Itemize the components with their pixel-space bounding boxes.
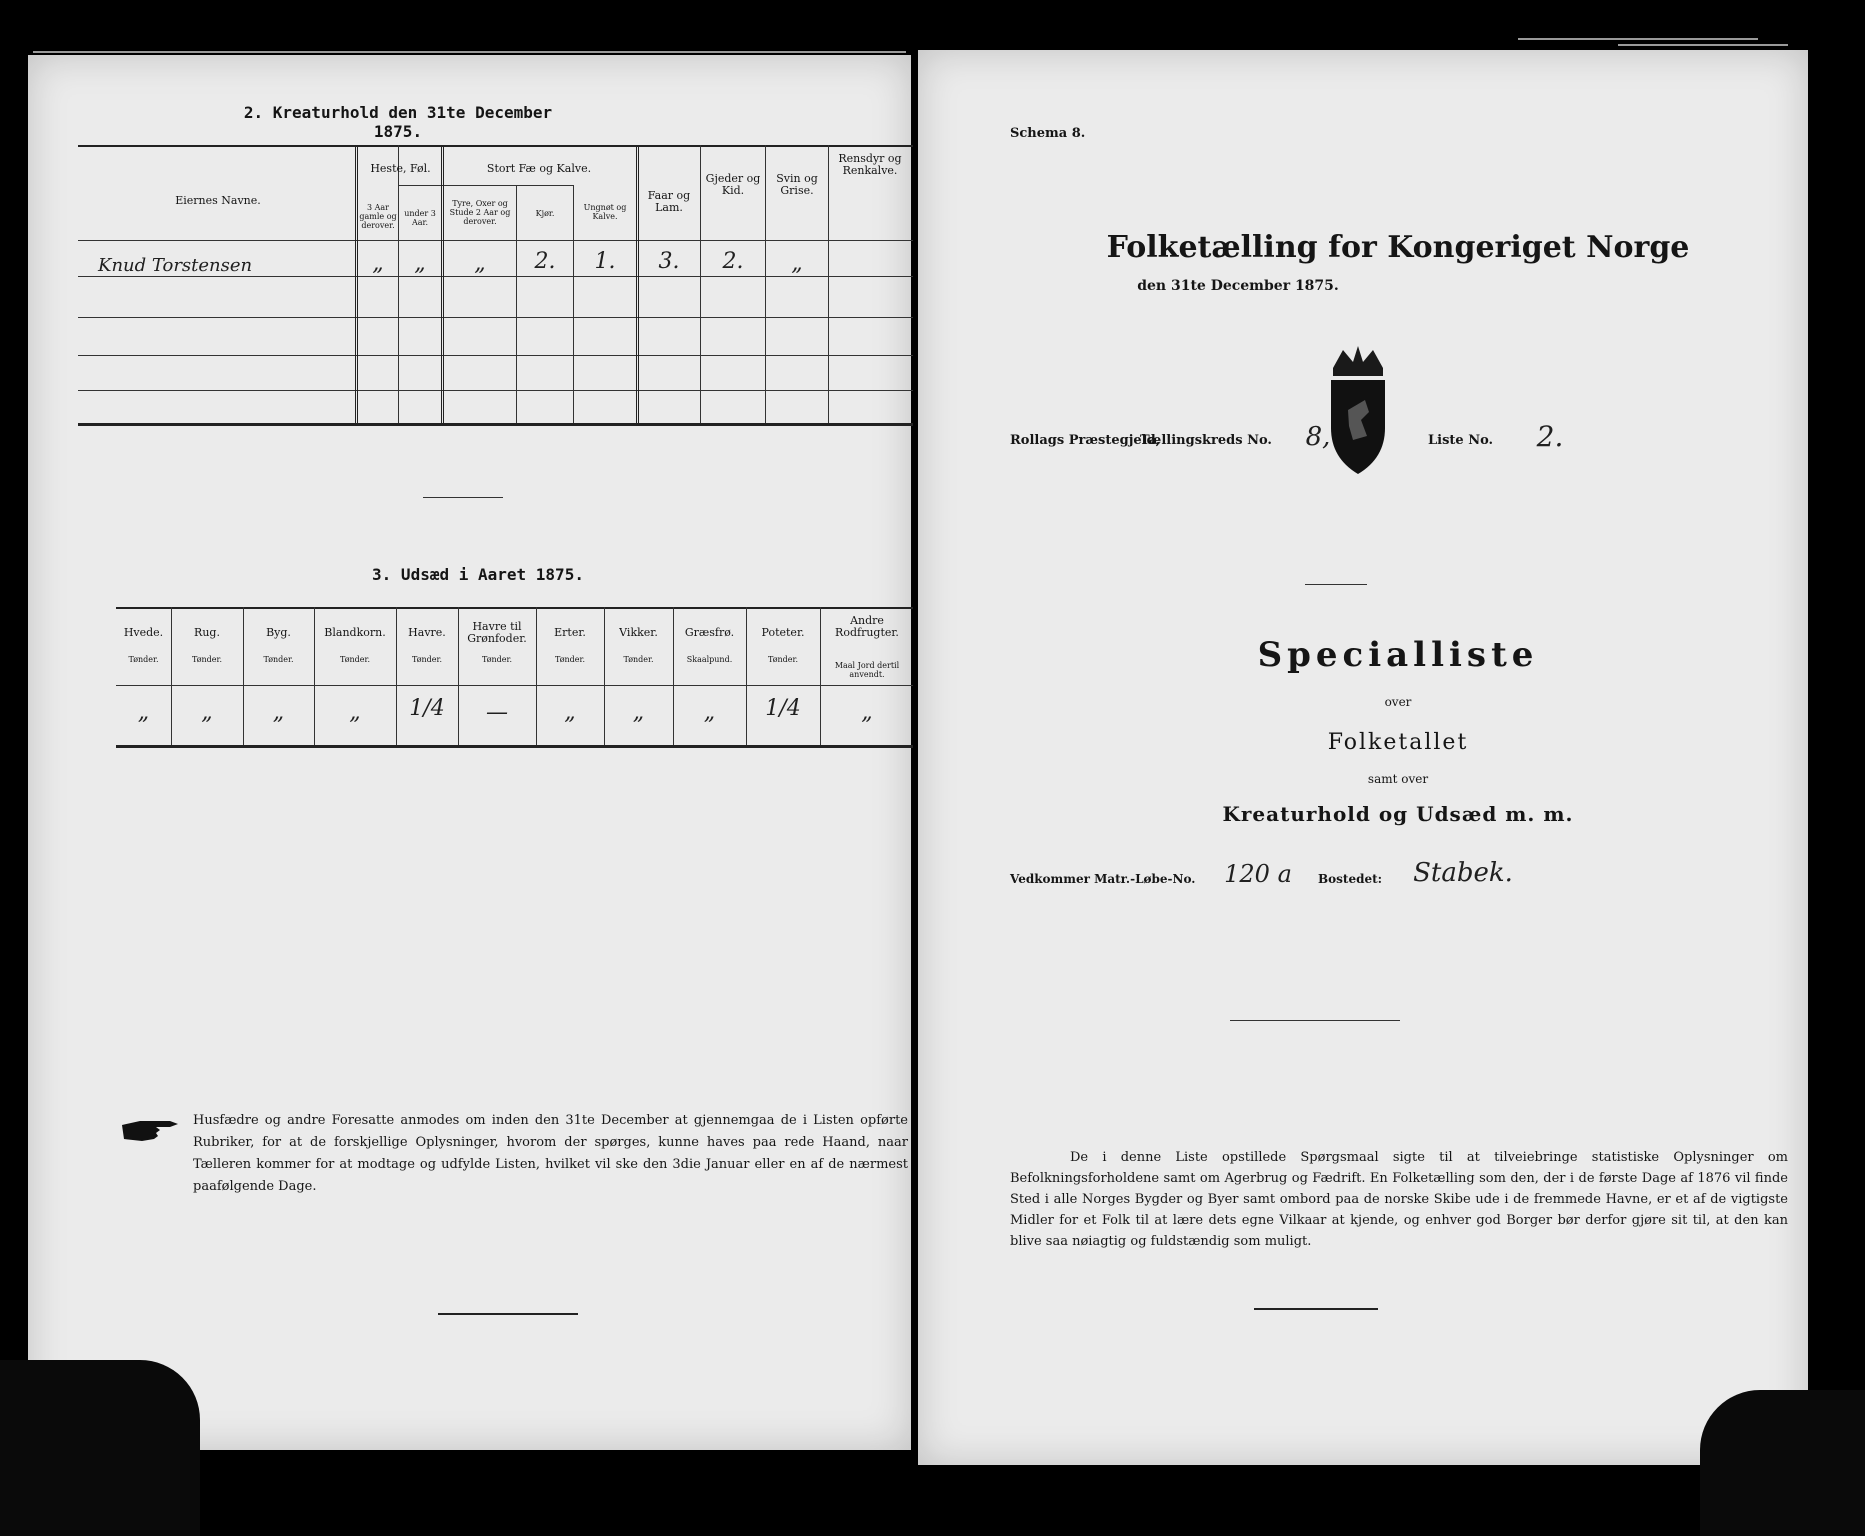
col-sheep: Faar og Lam. xyxy=(647,189,691,214)
samt-over: samt over xyxy=(1367,772,1429,786)
sow-unit: Tønder. xyxy=(411,655,443,664)
matr-label: Vedkommer Matr.-Løbe-No. xyxy=(1010,872,1196,886)
sow-col: Poteter. xyxy=(761,626,805,639)
livestock-cell: „ xyxy=(474,251,486,276)
livestock-cell: 1. xyxy=(594,249,616,274)
sow-unit: Tønder. xyxy=(767,655,799,664)
pointing-hand-icon xyxy=(120,1115,182,1145)
horses-header: Heste, Føl. xyxy=(370,162,431,175)
sow-unit: Tønder. xyxy=(263,655,294,664)
schema-label: Schema 8. xyxy=(1010,126,1086,141)
col-pigs: Svin og Grise. xyxy=(776,172,818,197)
folketallet: Folketallet xyxy=(1327,730,1469,755)
bosted-label: Bostedet: xyxy=(1318,872,1383,886)
over-1: over xyxy=(1384,695,1412,709)
sowing-title: 3. Udsæd i Aaret 1875. xyxy=(372,565,584,584)
livestock-cell: 3. xyxy=(658,249,680,274)
col-goats: Gjeder og Kid. xyxy=(705,172,761,197)
sow-col: Andre Rodfrugter. xyxy=(835,614,899,639)
matr-no: 120 a xyxy=(1224,860,1292,888)
coat-of-arms-icon xyxy=(1303,340,1413,480)
sow-unit: Maal Jord dertil anvendt. xyxy=(834,661,900,679)
sow-col: Græsfrø. xyxy=(684,626,735,639)
sow-col: Blandkorn. xyxy=(324,626,386,639)
list-no: 2. xyxy=(1536,420,1564,453)
date-line: den 31te December 1875. xyxy=(1137,278,1339,294)
col-young-cattle: Ungnøt og Kalve. xyxy=(583,203,627,221)
sow-col: Havre. xyxy=(408,626,446,639)
sow-unit: Tønder. xyxy=(128,655,159,664)
sow-cell: „ xyxy=(861,700,873,725)
col-reindeer: Rensdyr og Renkalve. xyxy=(838,152,902,177)
bosted: Stabek. xyxy=(1413,858,1513,888)
sow-cell: „ xyxy=(703,700,716,725)
notice-text: Husfædre og andre Foresatte anmodes om inden den 31te December at gjennemgaa de i Listen opførte Rubriker, for at de forskjellige Oplysninger, hvorom der spørges, kunne haves paa rede Haand, naar Tælleren kommer for at modtage og udfylde Listen, hvilket vil ske den 3die Januar eller en af de nærmest paafølgende Dage. xyxy=(193,1113,908,1194)
left-page xyxy=(28,55,911,1450)
livestock-cell: 2. xyxy=(534,249,556,274)
sow-unit: Tønder. xyxy=(481,655,513,664)
intro-paragraph: De i denne Liste opstillede Spørgsmaal sigte til at tilveiebringe statistiske Oplysninger om Befolkningsforholdene samt om Agerbrug og Fædrift. En Folketælling som den, der i de første Dage af 1876 vil finde Sted i alle Norges Bygder og Byer samt ombord paa de norske Skibe ude i de fremmede Havne, er et af de vigtigste Midler for et Folk til at lære dets egne Vilkaar at kjende, og enhver god Borger bør derfor gjøre sit til, at den kan blive saa nøiagtig og fuldstændig som muligt. xyxy=(1010,1150,1788,1249)
livestock-title: 2. Kreaturhold den 31te December 1875. xyxy=(243,103,553,141)
sow-cell: „ xyxy=(564,700,576,725)
sow-col: Havre til Grønfoder. xyxy=(467,620,527,645)
sow-cell: — xyxy=(486,700,508,725)
parish-label: Rollags Præstegjeld, xyxy=(1010,433,1161,448)
sow-unit: Tønder. xyxy=(339,655,371,664)
owner-header: Eiernes Navne. xyxy=(175,194,261,207)
right-tab xyxy=(1700,1390,1865,1536)
sow-cell: „ xyxy=(272,700,285,725)
col-horses-3-plus: 3 Aar gamle og derover. xyxy=(359,203,397,230)
cattle-header: Stort Fæ og Kalve. xyxy=(486,162,592,175)
circuit-no: 8, xyxy=(1305,422,1331,452)
sow-unit: Tønder. xyxy=(554,655,586,664)
main-title: Folketælling for Kongeriget Norge xyxy=(1106,230,1690,265)
col-horses-under-3: under 3 Aar. xyxy=(404,209,436,227)
sow-cell: 1/4 xyxy=(765,696,801,721)
list-label: Liste No. xyxy=(1428,433,1494,448)
sow-cell: „ xyxy=(137,700,150,725)
livestock-cell: „ xyxy=(372,251,384,276)
col-bulls: Tyre, Oxer og Stude 2 Aar og derover. xyxy=(449,199,511,226)
sow-col: Rug. xyxy=(194,626,220,639)
left-tab xyxy=(0,1360,200,1536)
livestock-cell: „ xyxy=(414,251,426,276)
sow-col: Hvede. xyxy=(123,626,164,639)
owner-name: Knud Torstensen xyxy=(98,255,253,276)
sow-cell: „ xyxy=(632,700,645,725)
sow-col: Erter. xyxy=(554,626,586,639)
sow-col: Vikker. xyxy=(619,626,658,639)
sow-col: Byg. xyxy=(266,626,291,639)
sow-unit: Skaalpund. xyxy=(686,655,733,664)
livestock-cell: „ xyxy=(791,251,803,276)
sow-cell: 1/4 xyxy=(409,696,445,721)
sow-unit: Tønder. xyxy=(191,655,223,664)
livestock-cell: 2. xyxy=(722,249,744,274)
sow-cell: „ xyxy=(349,700,361,725)
subheading: Kreaturhold og Udsæd m. m. xyxy=(1222,802,1574,826)
sow-unit: Tønder. xyxy=(623,655,654,664)
circuit-label: Tællingskreds No. xyxy=(1140,433,1272,448)
right-page xyxy=(918,50,1808,1465)
col-cows: Kjør. xyxy=(535,209,555,218)
special-list-heading: Specialliste xyxy=(1257,635,1539,675)
sow-cell: „ xyxy=(201,700,213,725)
